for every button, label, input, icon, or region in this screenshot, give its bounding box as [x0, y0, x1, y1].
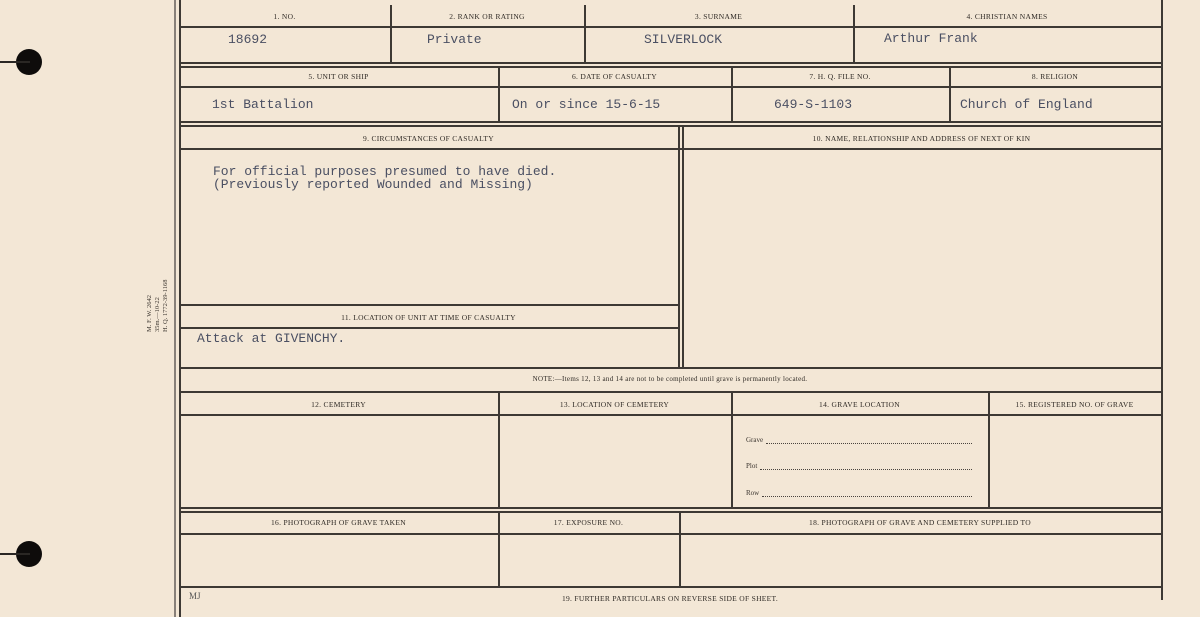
- grave-field-dotted-line: [766, 443, 972, 444]
- row4-label-rule: [179, 414, 1161, 416]
- location-label-rule: [179, 327, 678, 329]
- form-code-line: 35m.—10-22: [154, 297, 161, 332]
- value-circumstances-line-1: For official purposes presumed to have died.: [213, 164, 557, 179]
- label-rank: 2. RANK OR RATING: [449, 12, 525, 21]
- form-code-line: H. Q. 1772-39-1168: [162, 279, 169, 332]
- frame-left-line: [174, 0, 176, 617]
- value-unit: 1st Battalion: [212, 97, 314, 112]
- form-code: [146, 280, 170, 332]
- row4-top-rule: [179, 391, 1161, 393]
- label-religion: 8. RELIGION: [1031, 72, 1079, 81]
- label-exposure-no: 17. EXPOSURE NO.: [553, 518, 624, 527]
- value-religion: Church of England: [960, 97, 1093, 112]
- label-christian-names: 4. CHRISTIAN NAMES: [966, 12, 1048, 21]
- label-date-of-casualty: 6. DATE OF CASUALTY: [571, 72, 657, 81]
- row2-label-rule: [179, 86, 1161, 88]
- circumstances-divider-2: [682, 125, 684, 368]
- value-surname: SILVERLOCK: [644, 32, 723, 47]
- row3-label-rule: [179, 148, 1161, 150]
- row3-bottom-rule: [179, 367, 1161, 369]
- label-unit: 5. UNIT OR SHIP: [308, 72, 369, 81]
- footer-further-particulars: 19. FURTHER PARTICULARS ON REVERSE SIDE OF SHEET.: [561, 594, 779, 603]
- row-field-label: Row: [746, 489, 760, 497]
- row1-label-rule: [179, 26, 1161, 28]
- label-file-no: 7. H. Q. FILE NO.: [809, 72, 871, 81]
- label-photograph-supplied-to: 18. PHOTOGRAPH OF GRAVE AND CEMETERY SUPPLIED TO: [809, 518, 1031, 527]
- label-surname: 3. SURNAME: [694, 12, 743, 21]
- binder-hole-top-mark: [0, 61, 30, 63]
- grave-field-label: Grave: [746, 436, 764, 444]
- binder-hole-bottom-mark: [0, 553, 30, 555]
- row-field-dotted-line: [762, 496, 972, 497]
- label-circumstances: 9. CIRCUMSTANCES OF CASUALTY: [363, 134, 494, 143]
- note-grave-items: NOTE:—Items 12, 13 and 14 are not to be completed until grave is permanently located.: [532, 375, 808, 383]
- clerk-initials: MJ: [189, 591, 201, 601]
- row5-label-rule: [179, 533, 1161, 535]
- row5-bottom-rule: [179, 586, 1161, 588]
- value-location-of-unit: Attack at GIVENCHY.: [197, 331, 346, 346]
- plot-field-dotted-line: [760, 469, 972, 470]
- value-date-of-casualty: On or since 15-6-15: [512, 97, 661, 112]
- label-next-of-kin: 10. NAME, RELATIONSHIP AND ADDRESS OF NEXT OF KIN: [812, 134, 1031, 143]
- value-christian-names: Arthur Frank: [884, 31, 978, 46]
- row5-top-rule: [179, 511, 1161, 513]
- circumstances-divider: [678, 125, 680, 368]
- row3-top-rule: [179, 125, 1161, 127]
- label-registered-no: 15. REGISTERED NO. OF GRAVE: [1015, 400, 1134, 409]
- value-no: 18692: [228, 32, 268, 47]
- plot-field-label: Plot: [746, 462, 758, 470]
- frame-right-line: [1161, 0, 1163, 600]
- value-file-no: 649-S-1103: [774, 97, 853, 112]
- label-photograph-taken: 16. PHOTOGRAPH OF GRAVE TAKEN: [271, 518, 406, 527]
- label-no: 1. NO.: [273, 12, 296, 21]
- label-location-of-unit: 11. LOCATION OF UNIT AT TIME OF CASUALTY: [341, 313, 516, 322]
- label-grave-location: 14. GRAVE LOCATION: [819, 400, 900, 409]
- row2-bottom-rule: [179, 121, 1161, 123]
- value-circumstances-line-2: (Previously reported Wounded and Missing): [213, 177, 533, 192]
- row2-top-rule: [179, 66, 1161, 68]
- location-top-rule: [179, 304, 678, 306]
- row1-bottom-rule: [179, 62, 1161, 64]
- label-location-of-cemetery: 13. LOCATION OF CEMETERY: [559, 400, 670, 409]
- row4-bottom-rule: [179, 507, 1161, 509]
- value-rank: Private: [427, 32, 482, 47]
- form-code-line: M. F. W. 2642: [146, 294, 153, 332]
- label-cemetery: 12. CEMETERY: [311, 400, 366, 409]
